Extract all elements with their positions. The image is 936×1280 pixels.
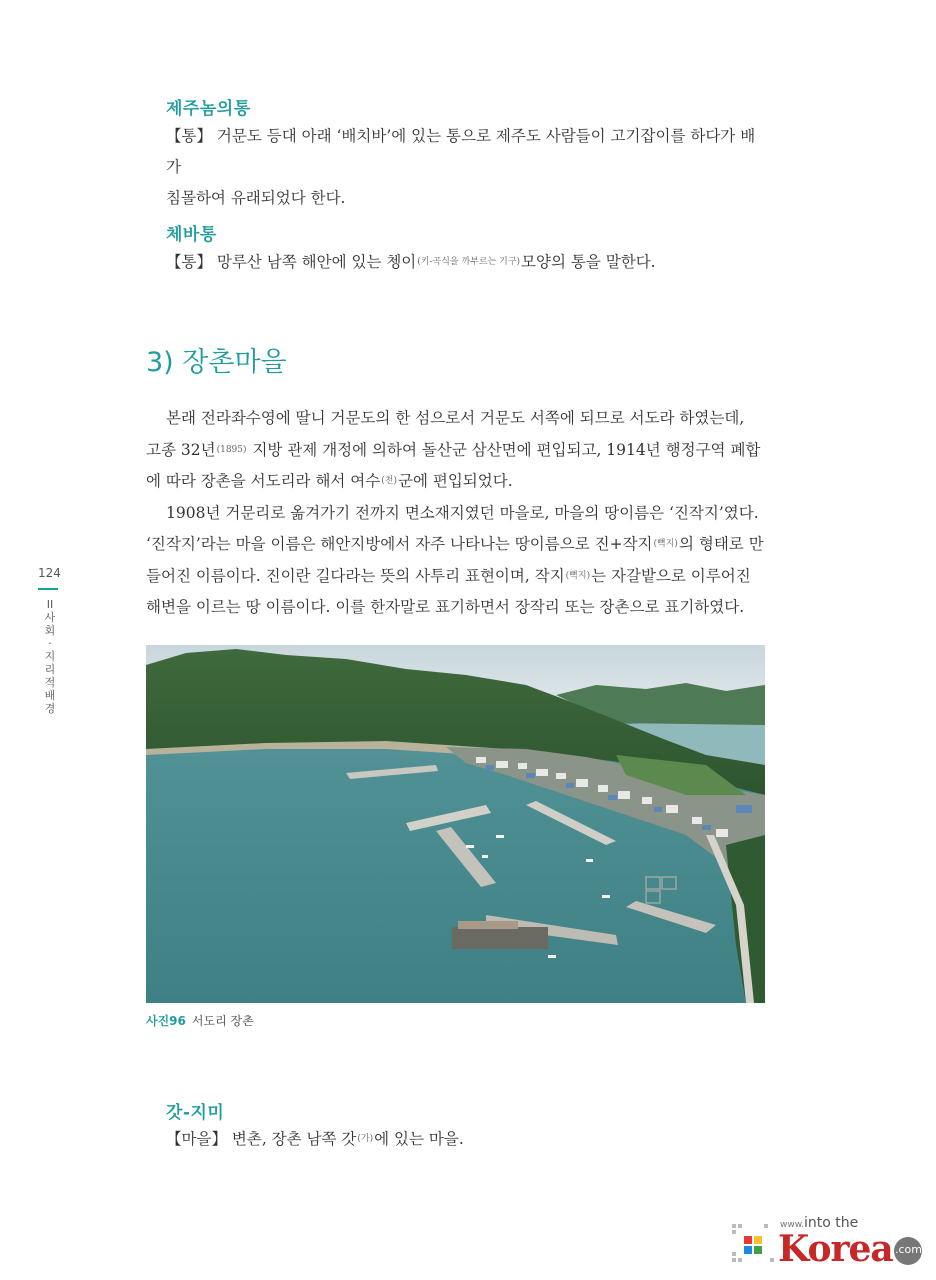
text-span: ‘진작지’라는 마을 이름은 해안지방에서 자주 나타나는 땅이름으로 진+작지 [146,535,653,553]
caption-text: 서도리 장촌 [191,1014,254,1028]
entry-title-jeju: 제주놈의통 [166,99,251,119]
entry-text: 【통】 망루산 남쪽 해안에 있는 쳉이 [166,253,417,271]
entry-text-gatjimi [166,1124,766,1155]
text-span: 군에 편입되었다. [397,472,513,490]
paragraph-2 [146,498,766,624]
text-span: 해변을 이르는 땅 이름이다. 이를 한자말로 표기하면서 장작리 또는 장촌으로 표기하였다. [146,598,745,616]
text-span: 의 형태로 만 [678,535,764,553]
section-body [146,403,766,624]
annotation: (뼉지) [653,539,678,549]
annotation: (1895) [216,444,247,455]
entry-text-chebatong [166,247,766,278]
entry-text-jeju [166,121,766,214]
annotation: (뼉지) [565,570,591,581]
caption-number: 사진96 [146,1014,186,1028]
section-title: 3) 장촌마을 [146,347,287,378]
page-number: 124 [38,566,61,580]
logo-suffix-text: .com [895,1243,922,1256]
text-span: 는 자갈밭으로 이루어진 [591,566,751,585]
text-span: 지방 관제 개정에 의하여 돌산군 삼산면에 편입되고, 1914년 행정구역 폐합 [247,440,761,459]
text-span: 들어진 이름이다. 진이란 길다라는 뜻의 사투리 표현이며, 작지 [146,566,565,585]
entry-line: 【통】 거문도 등대 아래 ‘배치바’에 있는 통으로 제주도 사람들이 고기잡이를 하다가 배가 [166,127,756,176]
chapter-label: II 사회·지리적 배경 [44,598,56,715]
annotation: (천) [381,476,397,486]
into-the-korea-logo [730,1214,926,1272]
logo-main-text: Korea [778,1228,893,1270]
entry-text: 모양의 통을 말한다. [521,253,656,271]
annotation: (키-곡식을 까부르는 기구) [417,257,521,267]
text-span: 고종 32년 [146,440,216,459]
harbor-photo [146,645,765,1003]
entry-line: 침몰하여 유래되었다 한다. [166,189,346,207]
side-divider [38,588,58,590]
harbor-aerial-image [146,645,765,1003]
annotation: (가) [357,1134,374,1144]
paragraph-1 [146,403,766,498]
text-span: 본래 전라좌수영에 딸니 거문도의 한 섬으로서 거문도 서쪽에 되므로 서도라 하였는데, [166,409,745,427]
entry-text: 【마을】 변촌, 장촌 남쪽 갓 [166,1130,357,1148]
text-span: 에 따라 장촌을 서도리라 해서 여수 [146,472,381,490]
entry-title-chebatong: 체바통 [166,225,217,245]
logo-small-text: www. [780,1220,805,1230]
text-span: 1908년 거문리로 옮겨가기 전까지 면소재지였던 마을로, 마을의 땅이름은 ‘진작지’였다. [166,503,759,522]
photo-caption [146,1012,254,1029]
logo-top-text: into the [804,1215,859,1231]
entry-text: 에 있는 마을. [374,1130,464,1148]
entry-title-gatjimi: 갓-지미 [166,1103,225,1123]
